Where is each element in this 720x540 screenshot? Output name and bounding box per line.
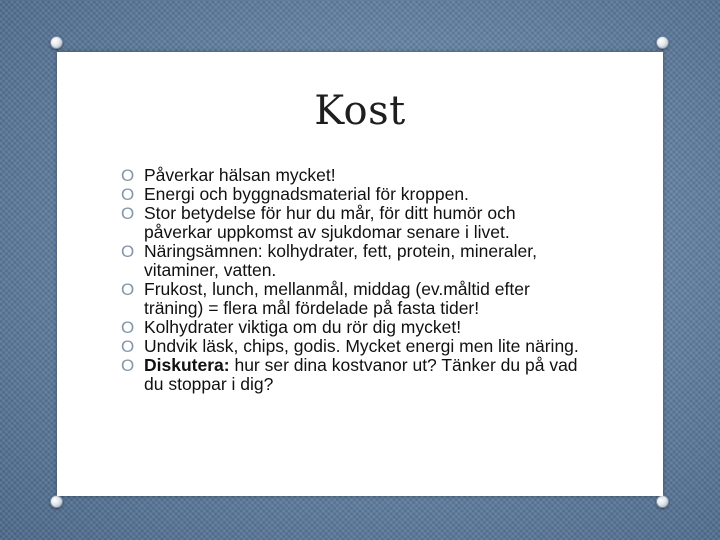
- bullet-marker-icon: O: [121, 166, 135, 185]
- bullet-text: Kolhydrater viktiga om du rör dig mycket!: [144, 317, 462, 337]
- bullet-item: [0, 242, 584, 280]
- bullet-item: [0, 318, 584, 337]
- bullet-strong-text: Diskutera:: [144, 355, 230, 375]
- slide-title: Kost: [314, 88, 406, 134]
- bullet-marker-icon: O: [121, 204, 135, 223]
- bullet-list: [0, 166, 720, 394]
- pin-bottom-left-icon: [50, 495, 63, 508]
- bullet-item: [0, 356, 584, 394]
- bullet-item: [0, 166, 584, 185]
- pin-top-right-icon: [656, 36, 669, 49]
- bullet-item: [0, 204, 584, 242]
- bullet-marker-icon: O: [121, 242, 135, 261]
- bullet-item: [0, 280, 584, 318]
- bullet-item: [0, 185, 584, 204]
- bullet-text: Påverkar hälsan mycket!: [144, 165, 336, 185]
- bullet-text: Frukost, lunch, mellanmål, middag (ev.måltid efter träning) = flera mål fördelade på fasta tider!: [144, 279, 530, 318]
- bullet-text: Undvik läsk, chips, godis. Mycket energi men lite näring.: [144, 336, 579, 356]
- bullet-text: Näringsämnen: kolhydrater, fett, protein, mineraler, vitaminer, vatten.: [144, 241, 537, 280]
- bullet-text: hur ser dina kostvanor ut? Tänker du på vad du stoppar i dig?: [144, 355, 578, 394]
- pin-top-left-icon: [50, 36, 63, 49]
- bullet-item: [0, 337, 584, 356]
- bullet-marker-icon: O: [121, 337, 135, 356]
- bullet-marker-icon: O: [121, 318, 135, 337]
- bullet-marker-icon: O: [121, 356, 135, 375]
- pin-bottom-right-icon: [656, 495, 669, 508]
- bullet-text: Energi och byggnadsmaterial för kroppen.: [144, 184, 469, 204]
- bullet-marker-icon: O: [121, 280, 135, 299]
- bullet-marker-icon: O: [121, 185, 135, 204]
- bullet-text: Stor betydelse för hur du mår, för ditt humör och påverkar uppkomst av sjukdomar senare i livet.: [144, 203, 516, 242]
